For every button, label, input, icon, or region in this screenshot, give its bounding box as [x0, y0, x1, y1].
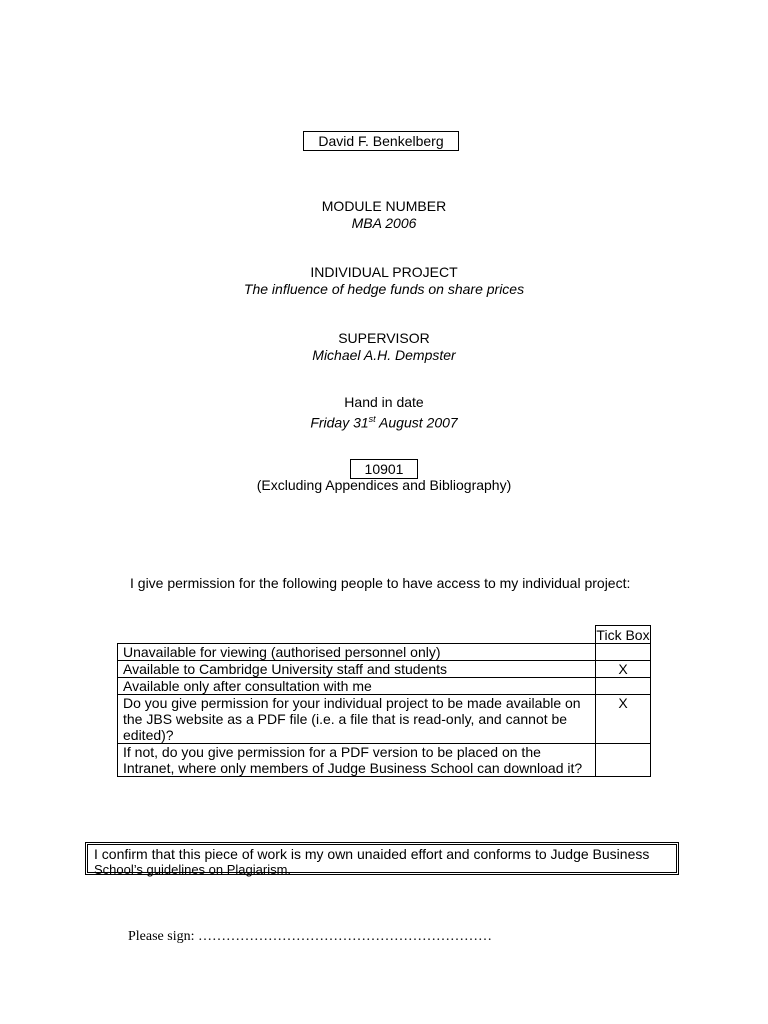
- row-text: If not, do you give permission for a PDF version to be placed on the Intranet, where only members of Judge Business School can download it?: [118, 744, 596, 777]
- word-count-note: (Excluding Appendices and Bibliography): [256, 477, 512, 493]
- supervisor-label: SUPERVISOR: [338, 330, 430, 346]
- table-row: [118, 678, 651, 695]
- word-count: 10901: [350, 459, 418, 479]
- table-row: [118, 695, 651, 744]
- header-blank-cell: [118, 626, 596, 644]
- tick-cell[interactable]: X: [596, 695, 651, 744]
- tick-cell[interactable]: [596, 644, 651, 661]
- tick-cell[interactable]: [596, 744, 651, 777]
- row-text: Available only after consultation with me: [118, 678, 596, 695]
- hand-in-day-suffix: st: [368, 414, 376, 424]
- supervisor-name: Michael A.H. Dempster: [312, 347, 456, 363]
- signature-line[interactable]: Please sign: ………………………………………………………: [128, 929, 492, 944]
- table-row: [118, 744, 651, 777]
- project-title: The influence of hedge funds on share prices: [243, 281, 525, 297]
- permission-table: [117, 625, 651, 777]
- module-section: [0, 198, 768, 232]
- hand-in-label: Hand in date: [344, 394, 424, 410]
- confirm-line-2: School’s guidelines on Plagiarism.: [94, 862, 292, 877]
- table-row: [118, 661, 651, 678]
- row-text: Do you give permission for your individual project to be made available on the JBS website as a PDF file (i.e. a file that is read-only, and cannot be edited)?: [118, 695, 596, 744]
- supervisor-section: [0, 330, 768, 364]
- row-text: Available to Cambridge University staff and students: [118, 661, 596, 678]
- module-label: MODULE NUMBER: [321, 198, 447, 214]
- table-header-row: [118, 626, 651, 644]
- hand-in-date: [0, 411, 768, 432]
- table-row: [118, 644, 651, 661]
- tick-box-header: Tick Box: [596, 627, 650, 643]
- plagiarism-confirmation: [85, 842, 679, 875]
- hand-in-month-year: August 2007: [375, 414, 458, 431]
- project-label: INDIVIDUAL PROJECT: [310, 264, 458, 280]
- module-value: MBA 2006: [351, 215, 417, 231]
- tick-cell[interactable]: [596, 678, 651, 695]
- permission-statement: I give permission for the following people to have access to my individual project:: [130, 575, 631, 591]
- tick-cell[interactable]: X: [596, 661, 651, 678]
- hand-in-section: [0, 394, 768, 432]
- row-text: Unavailable for viewing (authorised personnel only): [118, 644, 596, 661]
- hand-in-day: Friday 31: [310, 414, 369, 431]
- author-name: David F. Benkelberg: [303, 131, 459, 151]
- project-section: [0, 264, 768, 298]
- confirm-line-1: I confirm that this piece of work is my own unaided effort and conforms to Judge Business: [94, 846, 650, 862]
